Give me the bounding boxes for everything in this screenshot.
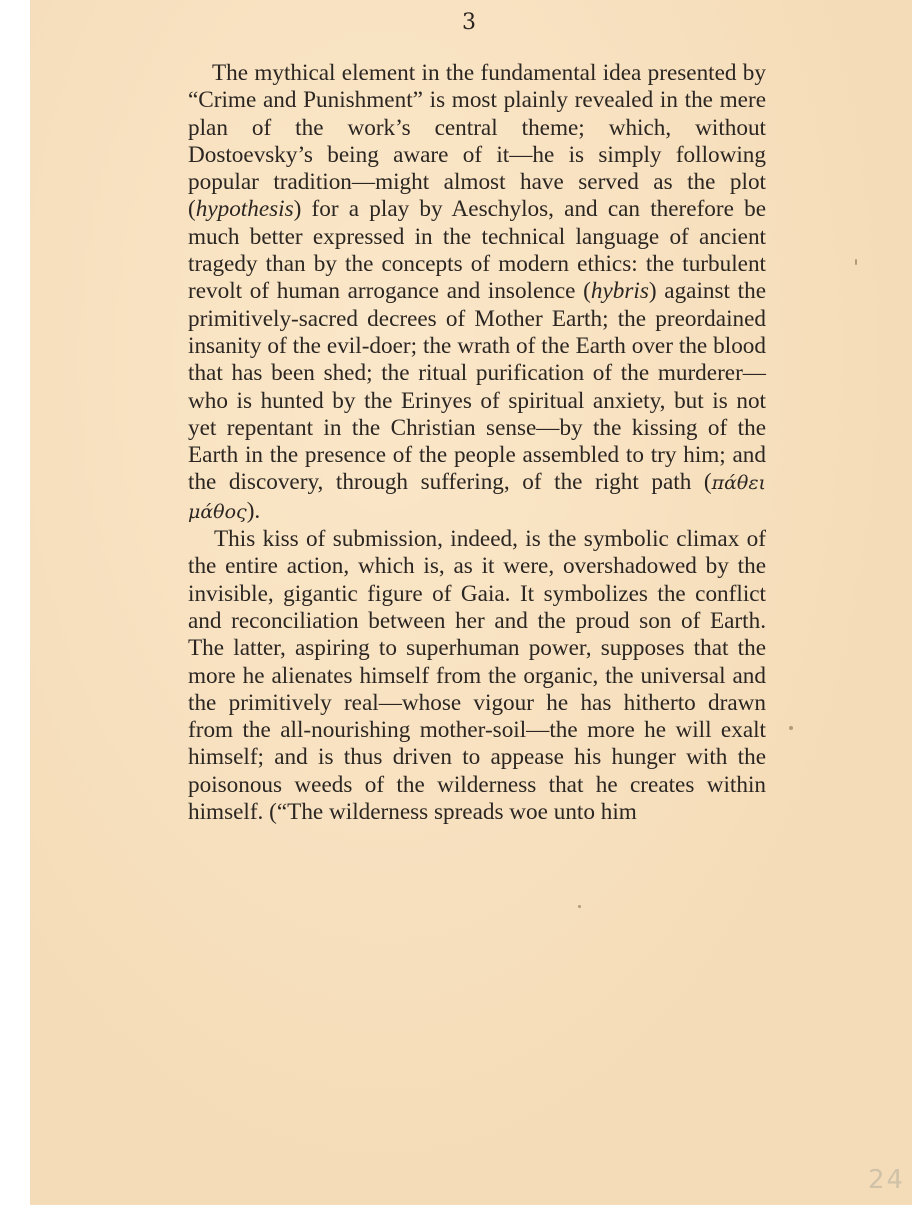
paragraph-1-text-3: ) against the primitively-sacred decrees of Mother Earth; the preordained insanity of the evil-doer; the wrath of the Earth over the blood that has been shed; the ritual purification of the murderer—who is hunted by the Erinyes of spiritual anxiety, but is not yet repentant in the Christian sense—by the kissing of the Earth in the presence of the people assembled to try him; and the discovery, through suffering, of the right path ( [188,278,766,496]
italic-term-hypothesis: hypothesis [195,196,294,223]
paragraph-1-text-2: ) for a play by Aeschylos, and can therefore be much better expressed in the technical language of ancient tragedy than by the concepts of modern ethics: the turbulent revolt of human arrogance and insolence ( [188,196,766,305]
paper-speck [578,905,581,908]
paragraph-1-text-1: The mythical element in the fundamental idea presented by “Crime and Punishment” is most plainly revealed in the mere plan of the work’s central theme; which, without Dostoevsky’s being aware of it—he is simply following popular tradition—might almost have served as the plot ( [188,60,766,223]
pencil-page-mark: 24 [868,1165,906,1195]
paragraph-1 [188,60,766,526]
paper-speck [789,726,793,730]
paper-speck [855,259,857,265]
greek-phrase: πάθει μάθος [188,472,766,523]
page-number: 3 [462,10,476,35]
paragraph-1-text-4: ). [246,497,261,524]
paragraph-2: This kiss of submission, indeed, is the symbolic climax of the entire action, which is, as it were, overshadowed by the invisible, gigantic figure of Gaia. It symbolizes the conflict and reconciliation between her and the proud son of Earth. The latter, aspiring to superhuman power, supposes that the more he alienates himself from the organic, the universal and the primitively real—whose vigour he has hitherto drawn from the all-nourishing mother-soil—the more he will exalt himself; and is thus driven to appease his hunger with the poisonous weeds of the wilderness that he creates within himself. (“The wilderness spreads woe unto him [188,526,766,826]
body-text [188,60,766,826]
italic-term-hybris: hybris [590,278,649,305]
